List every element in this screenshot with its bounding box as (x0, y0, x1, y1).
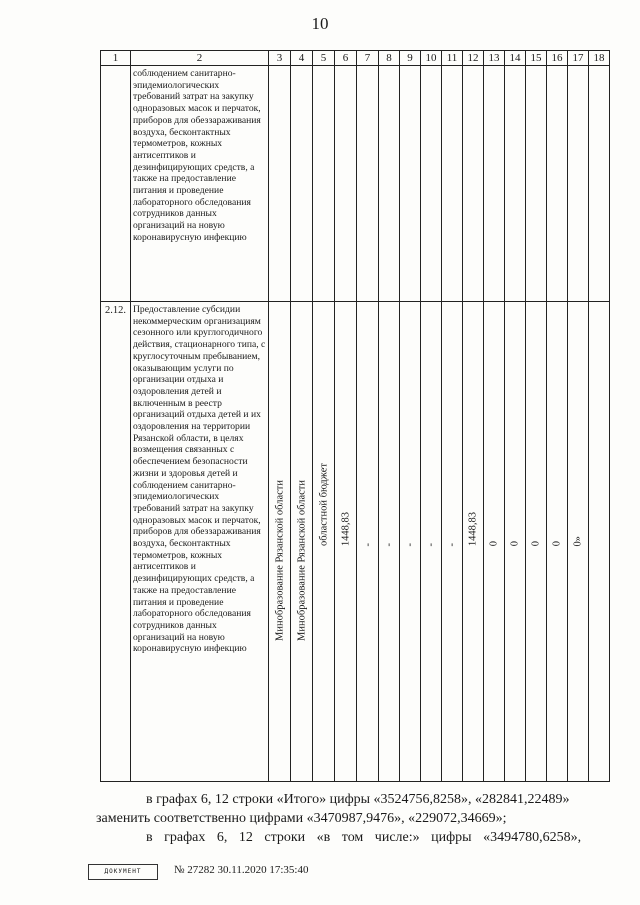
column-header: 15 (526, 51, 547, 66)
amendment-text-line-2: заменить соответственно цифрами «3470987,9476», «229072,34669»; (96, 811, 507, 826)
column-header: 5 (313, 51, 335, 66)
row-number: 2.12. (101, 302, 131, 782)
amendment-text-line-3: в графах 6, 12 строки «в том числе:» цифры «3494780,6258», (146, 830, 582, 845)
total-value: 1448,83 (340, 511, 351, 546)
amendment-text-line-1: в графах 6, 12 строки «Итого» цифры «3524756,8258», «282841,22489» (146, 792, 570, 807)
value-cell: 0» (572, 535, 584, 546)
column-header: 2 (131, 51, 269, 66)
column-header: 16 (547, 51, 568, 66)
column-header: 8 (379, 51, 400, 66)
column-header: 14 (505, 51, 526, 66)
value-cell: - (362, 542, 373, 546)
continuation-row (101, 66, 610, 302)
column-header: 12 (463, 51, 484, 66)
value-cell: 0 (551, 540, 563, 546)
page-number: 10 (311, 14, 329, 33)
table-row (101, 302, 610, 782)
row-description: Предоставление субсидии некоммерческим организациям сезонного или круглогодичного действия, стационарного типа, с круглосуточным пребыванием, оказывающим услуги по организации отдыха и оздоровления детей и включенным в реестр организаций отдыха детей и их оздоровления на территории Рязанской области, в целях возмещения связанных с обеспечением безопасности жизни и здоровья детей и соблюдением санитарно-эпидемиологических требований затрат на закупку одноразовых масок и перчаток, приборов для обеззараживания воздуха, бесконтактных термометров, кожных антисептиков и дезинфицирующих средств, а также на предоставление питания и проведение лабораторного обследования сотрудников данных организаций на новую коронавирусную инфекцию (131, 302, 269, 782)
co-executor: Минобразование Рязанской области (296, 480, 307, 641)
column-header: 10 (421, 51, 442, 66)
column-header: 9 (400, 51, 421, 66)
budget-table (100, 50, 610, 782)
responsible-executor: Минобразование Рязанской области (274, 480, 285, 641)
value-cell: - (383, 542, 395, 546)
value-cell: - (404, 542, 416, 546)
column-header: 18 (589, 51, 610, 66)
funding-source: областной бюджет (318, 463, 329, 546)
column-number-row (101, 51, 610, 66)
column-header: 7 (357, 51, 379, 66)
registry-stamp: № 27282 30.11.2020 17:35:40 (174, 864, 309, 876)
column-header: 4 (291, 51, 313, 66)
column-header: 11 (442, 51, 463, 66)
value-cell: - (446, 542, 458, 546)
value-cell: 0 (509, 540, 521, 546)
value-2020: 1448,83 (467, 511, 479, 546)
column-header: 3 (269, 51, 291, 66)
value-cell: - (425, 542, 437, 546)
column-header: 1 (101, 51, 131, 66)
column-header: 13 (484, 51, 505, 66)
registry-stamp-logo: ДОКУМЕНТ (88, 864, 158, 880)
continuation-description: соблюдением санитарно-эпидемиологических требований затрат на закупку одноразовых масок и перчаток, приборов для обеззараживания воздуха, бесконтактных термометров, кожных антисептиков и дезинфицирующих средств, а также на предоставление питания и проведение лабораторного обследования сотрудников данных организаций на новую коронавирусную инфекцию (131, 66, 269, 302)
value-cell: 0 (530, 540, 542, 546)
column-header: 6 (335, 51, 357, 66)
value-cell: 0 (488, 540, 500, 546)
column-header: 17 (568, 51, 589, 66)
